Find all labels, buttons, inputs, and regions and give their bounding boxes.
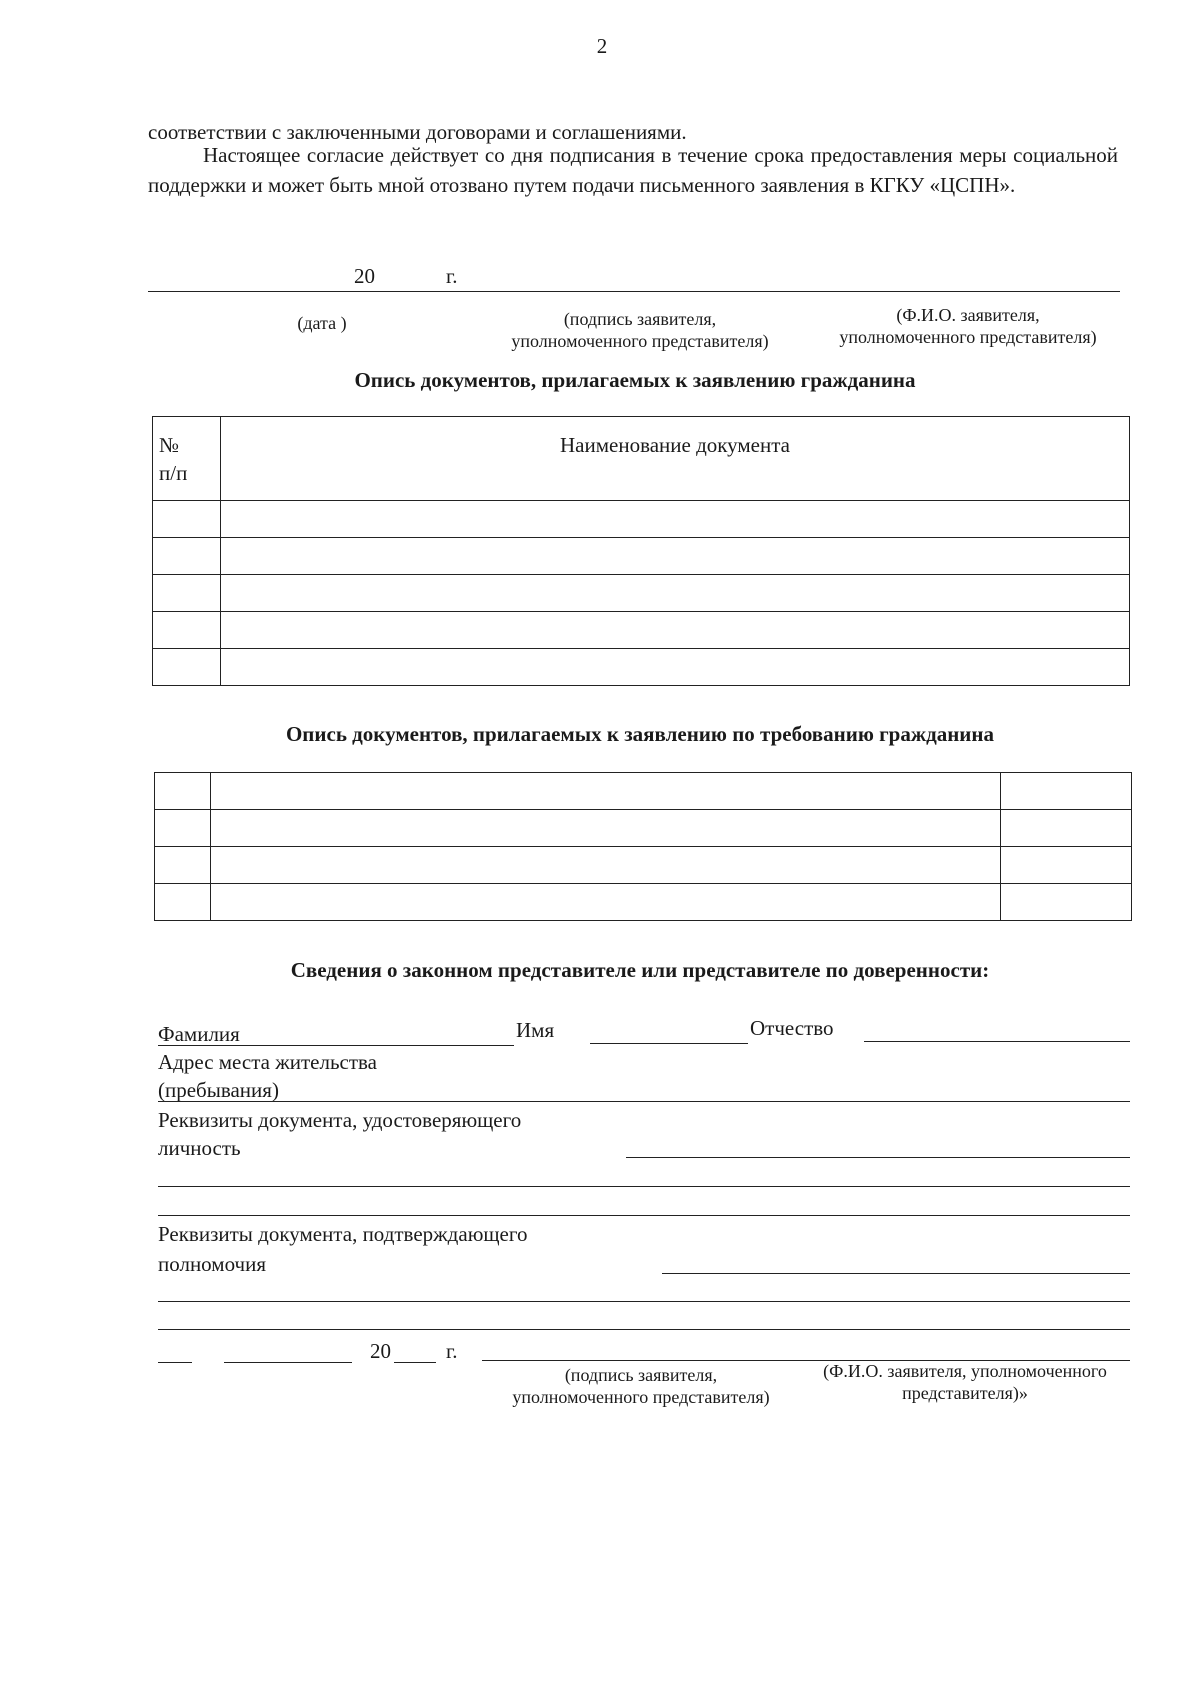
row-extra-cell[interactable] — [1001, 810, 1132, 847]
consent-paragraph — [148, 140, 1118, 200]
date-year-suffix-1: г. — [446, 264, 458, 288]
caption-signature-2 — [486, 1364, 796, 1408]
date-signature-line-1 — [148, 291, 1120, 292]
row-number-cell[interactable] — [155, 847, 211, 884]
caption-fio-1-line2: уполномоченного представителя) — [839, 327, 1097, 347]
caption-signature-1 — [490, 308, 790, 352]
authority-doc-field-3[interactable] — [158, 1329, 1130, 1330]
col-name-header — [221, 417, 1130, 501]
row-name-cell[interactable] — [221, 501, 1130, 538]
date-year-prefix-2: 20 — [370, 1339, 391, 1363]
row-name-cell[interactable] — [211, 884, 1001, 921]
row-number-cell[interactable] — [153, 612, 221, 649]
date-year-prefix-1: 20 — [354, 264, 375, 288]
caption-date-1: (дата ) — [297, 313, 347, 333]
row-name-cell[interactable] — [221, 538, 1130, 575]
id-doc-field-3[interactable] — [158, 1215, 1130, 1216]
row-number-cell[interactable] — [153, 538, 221, 575]
col-number-label-1: № — [159, 433, 180, 457]
inventory-1-table — [152, 416, 1130, 686]
table-header-row — [153, 417, 1130, 501]
caption-fio-1 — [818, 304, 1118, 348]
inventory-1-title: Опись документов, прилагаемых к заявлению гражданина — [354, 368, 916, 392]
row-name-cell[interactable] — [221, 649, 1130, 686]
page-number: 2 — [596, 34, 608, 58]
caption-signature-1-line1: (подпись заявителя, — [563, 309, 717, 329]
id-doc-label-1: Реквизиты документа, удостоверяющего — [158, 1108, 522, 1132]
table-row — [153, 612, 1130, 649]
surname-label: Фамилия — [158, 1022, 240, 1046]
id-doc-label-2: личность — [158, 1136, 241, 1160]
row-extra-cell[interactable] — [1001, 884, 1132, 921]
table-row — [153, 575, 1130, 612]
patronymic-field[interactable] — [864, 1041, 1130, 1042]
row-name-cell[interactable] — [211, 847, 1001, 884]
date-month-line-2[interactable] — [224, 1362, 352, 1363]
table-row — [155, 773, 1132, 810]
row-name-cell[interactable] — [221, 575, 1130, 612]
caption-signature-2-line2: уполномоченного представителя) — [512, 1387, 770, 1407]
id-doc-field-1[interactable] — [626, 1157, 1130, 1158]
authority-doc-field-1[interactable] — [662, 1273, 1130, 1274]
table-row — [153, 649, 1130, 686]
caption-fio-2-line1: (Ф.И.О. заявителя, уполномоченного — [823, 1361, 1107, 1381]
representative-title: Сведения о законном представителе или представителе по доверенности: — [290, 958, 990, 982]
date-day-line-2[interactable] — [158, 1362, 192, 1363]
intro-fragment: соответствии с заключенными договорами и соглашениями. — [148, 120, 687, 144]
row-name-cell[interactable] — [211, 773, 1001, 810]
inventory-2-title: Опись документов, прилагаемых к заявлению по требованию гражданина — [285, 722, 995, 746]
name-label: Имя — [516, 1018, 555, 1042]
caption-fio-2-line2: представителя)» — [902, 1383, 1028, 1403]
row-number-cell[interactable] — [155, 810, 211, 847]
table-row — [155, 847, 1132, 884]
address-label-1: Адрес места жительства — [158, 1050, 377, 1074]
date-year-line-2[interactable] — [394, 1362, 436, 1363]
name-field[interactable] — [590, 1043, 748, 1044]
col-name-label: Наименование документа — [560, 433, 790, 457]
row-name-cell[interactable] — [211, 810, 1001, 847]
row-extra-cell[interactable] — [1001, 847, 1132, 884]
patronymic-label: Отчество — [750, 1016, 834, 1040]
row-number-cell[interactable] — [153, 501, 221, 538]
col-number-label-2: п/п — [159, 461, 188, 485]
id-doc-field-2[interactable] — [158, 1186, 1130, 1187]
table-row — [153, 538, 1130, 575]
row-extra-cell[interactable] — [1001, 773, 1132, 810]
row-number-cell[interactable] — [155, 773, 211, 810]
address-field[interactable] — [158, 1101, 1130, 1102]
caption-signature-2-line1: (подпись заявителя, — [564, 1365, 718, 1385]
table-row — [155, 810, 1132, 847]
caption-fio-1-line1: (Ф.И.О. заявителя, — [896, 305, 1040, 325]
inventory-2-table — [154, 772, 1132, 921]
address-label-2: (пребывания) — [158, 1078, 279, 1102]
row-number-cell[interactable] — [155, 884, 211, 921]
consent-text: Настоящее согласие действует со дня подписания в течение срока предоставления меры социальной поддержки и может быть мной отозвано путем подачи письменного заявления в КГКУ «ЦСПН». — [148, 143, 1118, 197]
authority-doc-label-2: полномочия — [158, 1252, 266, 1276]
date-year-suffix-2: г. — [446, 1339, 458, 1363]
authority-doc-label-1: Реквизиты документа, подтверждающего — [158, 1222, 528, 1246]
caption-signature-1-line2: уполномоченного представителя) — [511, 331, 769, 351]
surname-field[interactable] — [158, 1045, 514, 1046]
col-number-header — [153, 417, 221, 501]
row-number-cell[interactable] — [153, 575, 221, 612]
row-name-cell[interactable] — [221, 612, 1130, 649]
table-row — [153, 501, 1130, 538]
row-number-cell[interactable] — [153, 649, 221, 686]
table-row — [155, 884, 1132, 921]
authority-doc-field-2[interactable] — [158, 1301, 1130, 1302]
caption-fio-2 — [800, 1360, 1130, 1404]
